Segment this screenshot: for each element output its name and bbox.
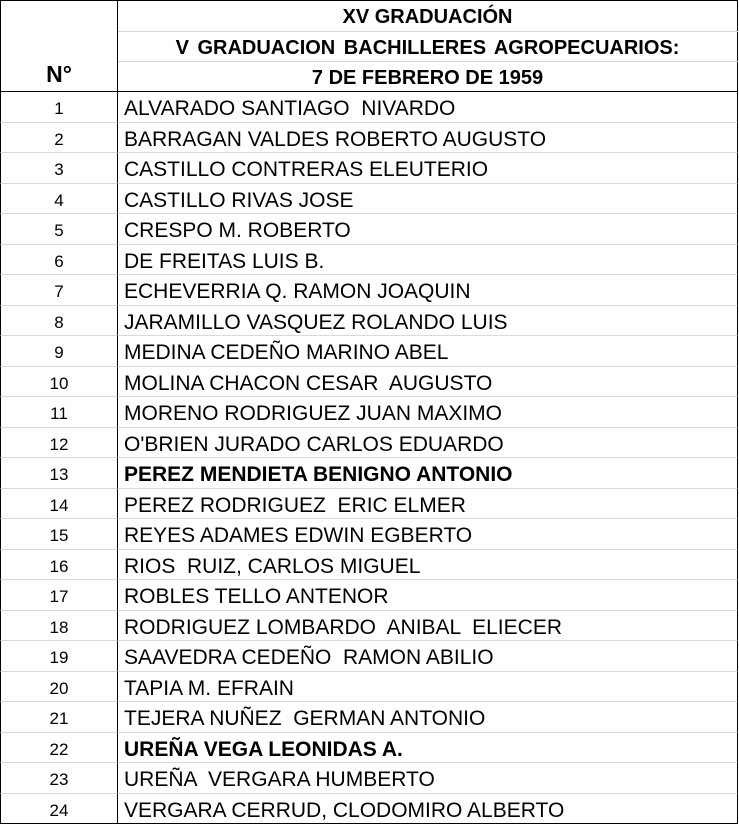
row-number: 10 bbox=[0, 367, 118, 398]
table-row bbox=[0, 367, 739, 398]
row-number: 23 bbox=[0, 763, 118, 794]
table-row bbox=[0, 184, 739, 215]
table-row bbox=[0, 123, 739, 154]
graduate-name: CASTILLO RIVAS JOSE bbox=[118, 184, 738, 215]
table-row bbox=[0, 245, 739, 276]
table-row bbox=[0, 336, 739, 367]
table-row bbox=[0, 458, 739, 489]
row-number: 6 bbox=[0, 245, 118, 276]
graduate-name: JARAMILLO VASQUEZ ROLANDO LUIS bbox=[118, 306, 738, 337]
table-row bbox=[0, 489, 739, 520]
table-row bbox=[0, 550, 739, 581]
graduate-name: UREÑA VERGARA HUMBERTO bbox=[118, 763, 738, 794]
row-number: 12 bbox=[0, 428, 118, 459]
table-row bbox=[0, 672, 739, 703]
table-row bbox=[0, 611, 739, 642]
number-column-header: N° bbox=[46, 61, 72, 87]
graduate-name: RIOS RUIZ, CARLOS MIGUEL bbox=[118, 550, 738, 581]
graduate-name: ALVARADO SANTIAGO NIVARDO bbox=[118, 92, 738, 123]
graduate-name: BARRAGAN VALDES ROBERTO AUGUSTO bbox=[118, 123, 738, 154]
row-number: 21 bbox=[0, 702, 118, 733]
graduate-name: UREÑA VEGA LEONIDAS A. bbox=[118, 733, 738, 764]
graduate-name: ECHEVERRIA Q. RAMON JOAQUIN bbox=[118, 275, 738, 306]
graduate-name: CASTILLO CONTRERAS ELEUTERIO bbox=[118, 153, 738, 184]
row-number: 24 bbox=[0, 794, 118, 825]
row-number: 11 bbox=[0, 397, 118, 428]
table-row bbox=[0, 641, 739, 672]
table-row bbox=[0, 397, 739, 428]
table-row bbox=[0, 702, 739, 733]
table-row bbox=[0, 763, 739, 794]
graduate-name: REYES ADAMES EDWIN EGBERTO bbox=[118, 519, 738, 550]
table-row bbox=[0, 306, 739, 337]
row-number: 20 bbox=[0, 672, 118, 703]
row-number: 9 bbox=[0, 336, 118, 367]
graduate-name: MOLINA CHACON CESAR AUGUSTO bbox=[118, 367, 738, 398]
graduate-name: CRESPO M. ROBERTO bbox=[118, 214, 738, 245]
table-row bbox=[0, 153, 739, 184]
graduation-subtitle: V GRADUACION BACHILLERES AGROPECUARIOS: bbox=[175, 37, 680, 59]
graduate-name: TEJERA NUÑEZ GERMAN ANTONIO bbox=[118, 702, 738, 733]
row-number: 7 bbox=[0, 275, 118, 306]
row-number: 5 bbox=[0, 214, 118, 245]
table-row bbox=[0, 733, 739, 764]
row-number: 3 bbox=[0, 153, 118, 184]
table-row bbox=[0, 214, 739, 245]
table-row bbox=[0, 92, 739, 123]
row-number: 19 bbox=[0, 641, 118, 672]
row-number: 4 bbox=[0, 184, 118, 215]
row-number: 16 bbox=[0, 550, 118, 581]
row-number: 13 bbox=[0, 458, 118, 489]
graduate-list bbox=[0, 92, 739, 824]
table-row bbox=[0, 580, 739, 611]
graduation-title: XV GRADUACIÓN bbox=[342, 6, 513, 28]
graduate-name: TAPIA M. EFRAIN bbox=[118, 672, 738, 703]
row-number: 17 bbox=[0, 580, 118, 611]
table-row bbox=[0, 794, 739, 825]
graduate-name: MORENO RODRIGUEZ JUAN MAXIMO bbox=[118, 397, 738, 428]
row-number: 2 bbox=[0, 123, 118, 154]
row-number: 22 bbox=[0, 733, 118, 764]
graduate-name: PEREZ RODRIGUEZ ERIC ELMER bbox=[118, 489, 738, 520]
table-row bbox=[0, 275, 739, 306]
row-number: 8 bbox=[0, 306, 118, 337]
graduate-name: MEDINA CEDEÑO MARINO ABEL bbox=[118, 336, 738, 367]
row-number: 14 bbox=[0, 489, 118, 520]
table-row bbox=[0, 428, 739, 459]
graduate-name: ROBLES TELLO ANTENOR bbox=[118, 580, 738, 611]
graduate-name: VERGARA CERRUD, CLODOMIRO ALBERTO bbox=[118, 794, 738, 825]
row-number: 18 bbox=[0, 611, 118, 642]
row-number: 1 bbox=[0, 92, 118, 123]
graduate-name: O'BRIEN JURADO CARLOS EDUARDO bbox=[118, 428, 738, 459]
graduate-name: PEREZ MENDIETA BENIGNO ANTONIO bbox=[118, 458, 738, 489]
row-number: 15 bbox=[0, 519, 118, 550]
graduate-name: SAAVEDRA CEDEÑO RAMON ABILIO bbox=[118, 641, 738, 672]
graduate-name: DE FREITAS LUIS B. bbox=[118, 245, 738, 276]
table-row bbox=[0, 519, 739, 550]
graduation-date: 7 DE FEBRERO DE 1959 bbox=[311, 67, 544, 89]
graduate-name: RODRIGUEZ LOMBARDO ANIBAL ELIECER bbox=[118, 611, 738, 642]
